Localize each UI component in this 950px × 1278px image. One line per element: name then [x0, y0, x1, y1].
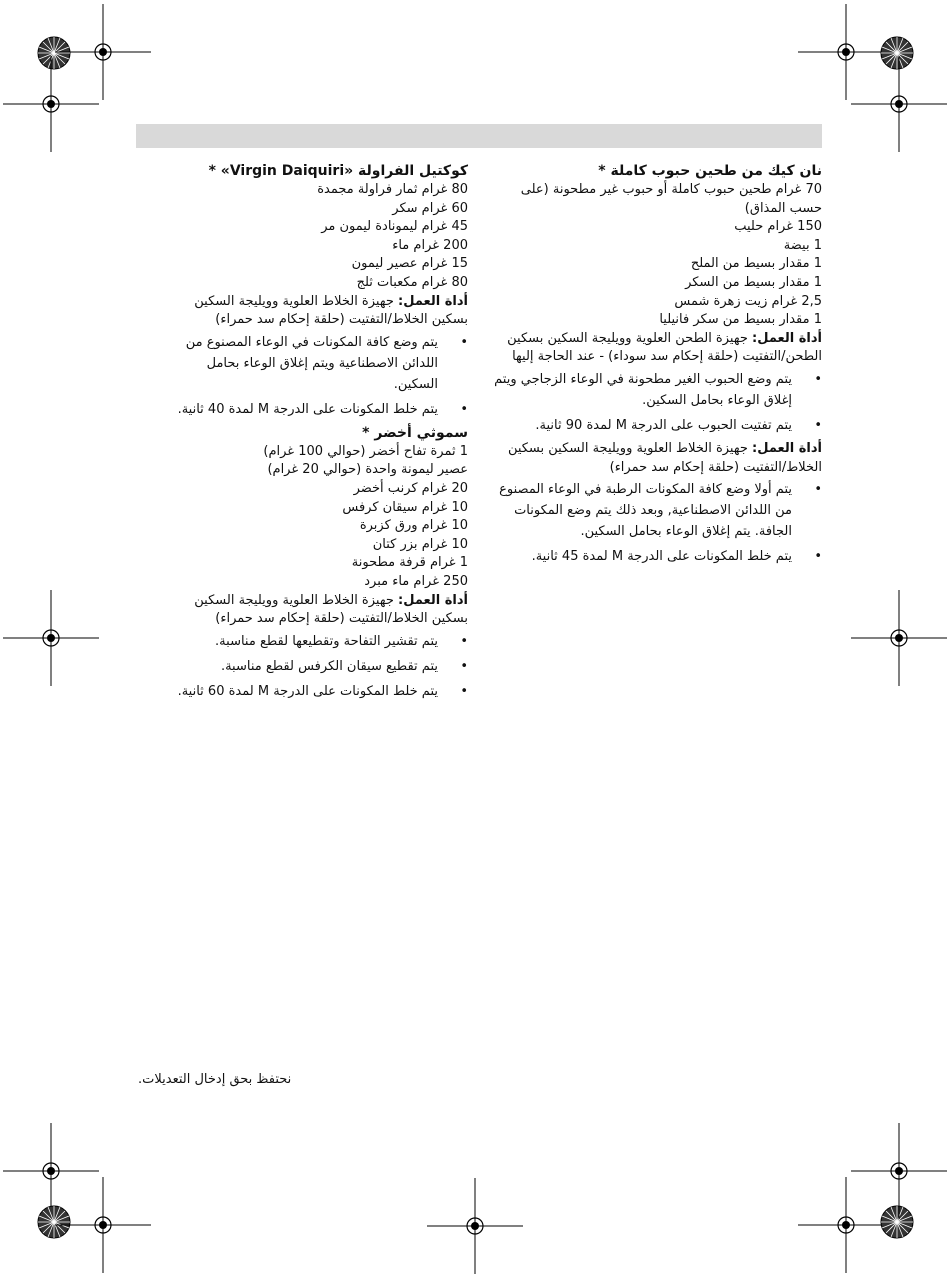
- recipe-title: سموثي أخضر *: [362, 424, 468, 441]
- right-column: [494, 162, 822, 571]
- ingredient-line: 250 غرام ماء مبرد: [364, 573, 468, 589]
- ingredient-line: 1 ثمرة تفاح أخضر (حوالي 100 غرام): [263, 443, 468, 459]
- ingredient-list: [170, 181, 468, 293]
- tool-label: أداة العمل:: [752, 330, 822, 346]
- tool-description: [494, 330, 822, 367]
- ingredient-line: 2,5 غرام زيت زهرة شمس: [674, 293, 822, 309]
- footer-note: نحتفظ بحق إدخال التعديلات.: [138, 1072, 292, 1087]
- ingredient-line: 150 غرام حليب: [734, 219, 822, 235]
- ingredient-line: 45 غرام ليمونادة ليمون مر: [321, 219, 468, 235]
- step-item: • يتم خلط المكونات على الدرجة M لمدة 60 ثانية.: [170, 681, 468, 702]
- tool-label: أداة العمل:: [398, 293, 468, 309]
- tool-label: أداة العمل:: [752, 440, 822, 456]
- registration-cross-icon: [3, 1123, 99, 1219]
- ingredient-line: 1 مقدار بسيط من سكر فانيليا: [659, 312, 822, 328]
- ingredient-line: 70 غرام طحين حبوب كاملة أو حبوب غير مطحونة (على حسب المذاق): [520, 182, 822, 216]
- step-item: • يتم تقشير التفاحة وتقطيعها لقطع مناسبة.: [170, 631, 468, 652]
- recipe-title: نان كيك من طحين حبوب كاملة *: [598, 163, 822, 179]
- ingredient-list: [494, 181, 822, 330]
- registration-star-icon: [881, 37, 913, 69]
- tool-text: جهيزة الطحن العلوية وويليجة السكين بسكين الطحن/التفتيت (حلقة إحكام سد سوداء) - عند الحاجة إليها: [507, 330, 822, 365]
- ingredient-line: 80 غرام مكعبات ثلج: [356, 274, 468, 290]
- ingredient-line: 1 بيضة: [783, 237, 822, 253]
- registration-star-icon: [38, 1206, 70, 1238]
- ingredient-line: 10 غرام سيقان كرفس: [342, 499, 468, 515]
- registration-star-icon: [881, 1206, 913, 1238]
- step-item: • يتم خلط المكونات على الدرجة M لمدة 45 ثانية.: [494, 546, 822, 567]
- ingredient-line: 10 غرام ورق كزبرة: [359, 518, 468, 534]
- tool-text: جهيزة الخلاط العلوية وويليجة السكين بسكين الخلاط/التفتيت (حلقة إحكام سد حمراء): [507, 440, 822, 475]
- ingredient-line: 15 غرام عصير ليمون: [351, 256, 468, 272]
- ingredient-list: [170, 443, 468, 592]
- registration-star-icon: [38, 37, 70, 69]
- ingredient-line: 20 غرام كرنب أخضر: [353, 480, 468, 496]
- registration-cross-icon: [55, 4, 151, 100]
- registration-cross-icon: [851, 56, 947, 152]
- step-item: • يتم خلط المكونات على الدرجة M لمدة 40 ثانية.: [170, 399, 468, 420]
- tool-text: جهيزة الخلاط العلوية وويليجة السكين بسكين الخلاط/التفتيت (حلقة إحكام سد حمراء): [194, 293, 468, 328]
- ingredient-line: 200 غرام ماء: [392, 237, 468, 253]
- ingredient-line: 10 غرام بزر كتان: [372, 536, 468, 552]
- left-column: [170, 162, 468, 706]
- ingredient-line: 1 مقدار بسيط من الملح: [690, 256, 822, 272]
- registration-cross-icon: [798, 4, 894, 100]
- ingredient-line: 1 مقدار بسيط من السكر: [685, 274, 822, 290]
- ingredient-line: 80 غرام ثمار فراولة مجمدة: [317, 182, 468, 197]
- step-item: • يتم تقطيع سيقان الكرفس لقطع مناسبة.: [170, 656, 468, 677]
- step-item: • يتم تفتيت الحبوب على الدرجة M لمدة 90 ثانية.: [494, 415, 822, 436]
- step-list: [494, 479, 822, 567]
- ingredient-line: 1 غرام قرفة مطحونة: [351, 555, 468, 571]
- recipe-title: كوكتيل الفراولة «Virgin Daiquiri» *: [208, 163, 468, 179]
- registration-cross-icon: [851, 590, 947, 686]
- registration-cross-icon: [3, 56, 99, 152]
- step-item: • يتم وضع الحبوب الغير مطحونة في الوعاء الزجاجي ويتم إغلاق الوعاء بحامل السكين.: [494, 369, 822, 411]
- registration-cross-icon: [427, 1178, 523, 1274]
- step-item: • يتم أولا وضع كافة المكونات الرطبة في الوعاء المصنوع من اللدائن الاصطناعية, وبعد ذلك يتم وضع المكونات الجافة. يتم إغلاق الوعاء بحامل السكين.: [494, 479, 822, 542]
- registration-cross-icon: [851, 1123, 947, 1219]
- registration-cross-icon: [55, 1177, 151, 1273]
- tool-description: [494, 440, 822, 477]
- tool-description: [170, 293, 468, 330]
- ingredient-line: عصير ليمونة واحدة (حوالي 20 غرام): [267, 462, 468, 478]
- registration-cross-icon: [3, 590, 99, 686]
- step-list: [494, 369, 822, 436]
- tool-label: أداة العمل:: [398, 592, 468, 608]
- tool-text: جهيزة الخلاط العلوية وويليجة السكين بسكين الخلاط/التفتيت (حلقة إحكام سد حمراء): [194, 592, 468, 627]
- header-band: [136, 124, 822, 148]
- step-list: [170, 631, 468, 702]
- registration-cross-icon: [798, 1177, 894, 1273]
- ingredient-line: 60 غرام سكر: [392, 200, 468, 216]
- step-list: [170, 332, 468, 420]
- step-item: • يتم وضع كافة المكونات في الوعاء المصنوع من اللدائن الاصطناعية ويتم إغلاق الوعاء بحامل السكين.: [170, 332, 468, 395]
- tool-description: [170, 592, 468, 629]
